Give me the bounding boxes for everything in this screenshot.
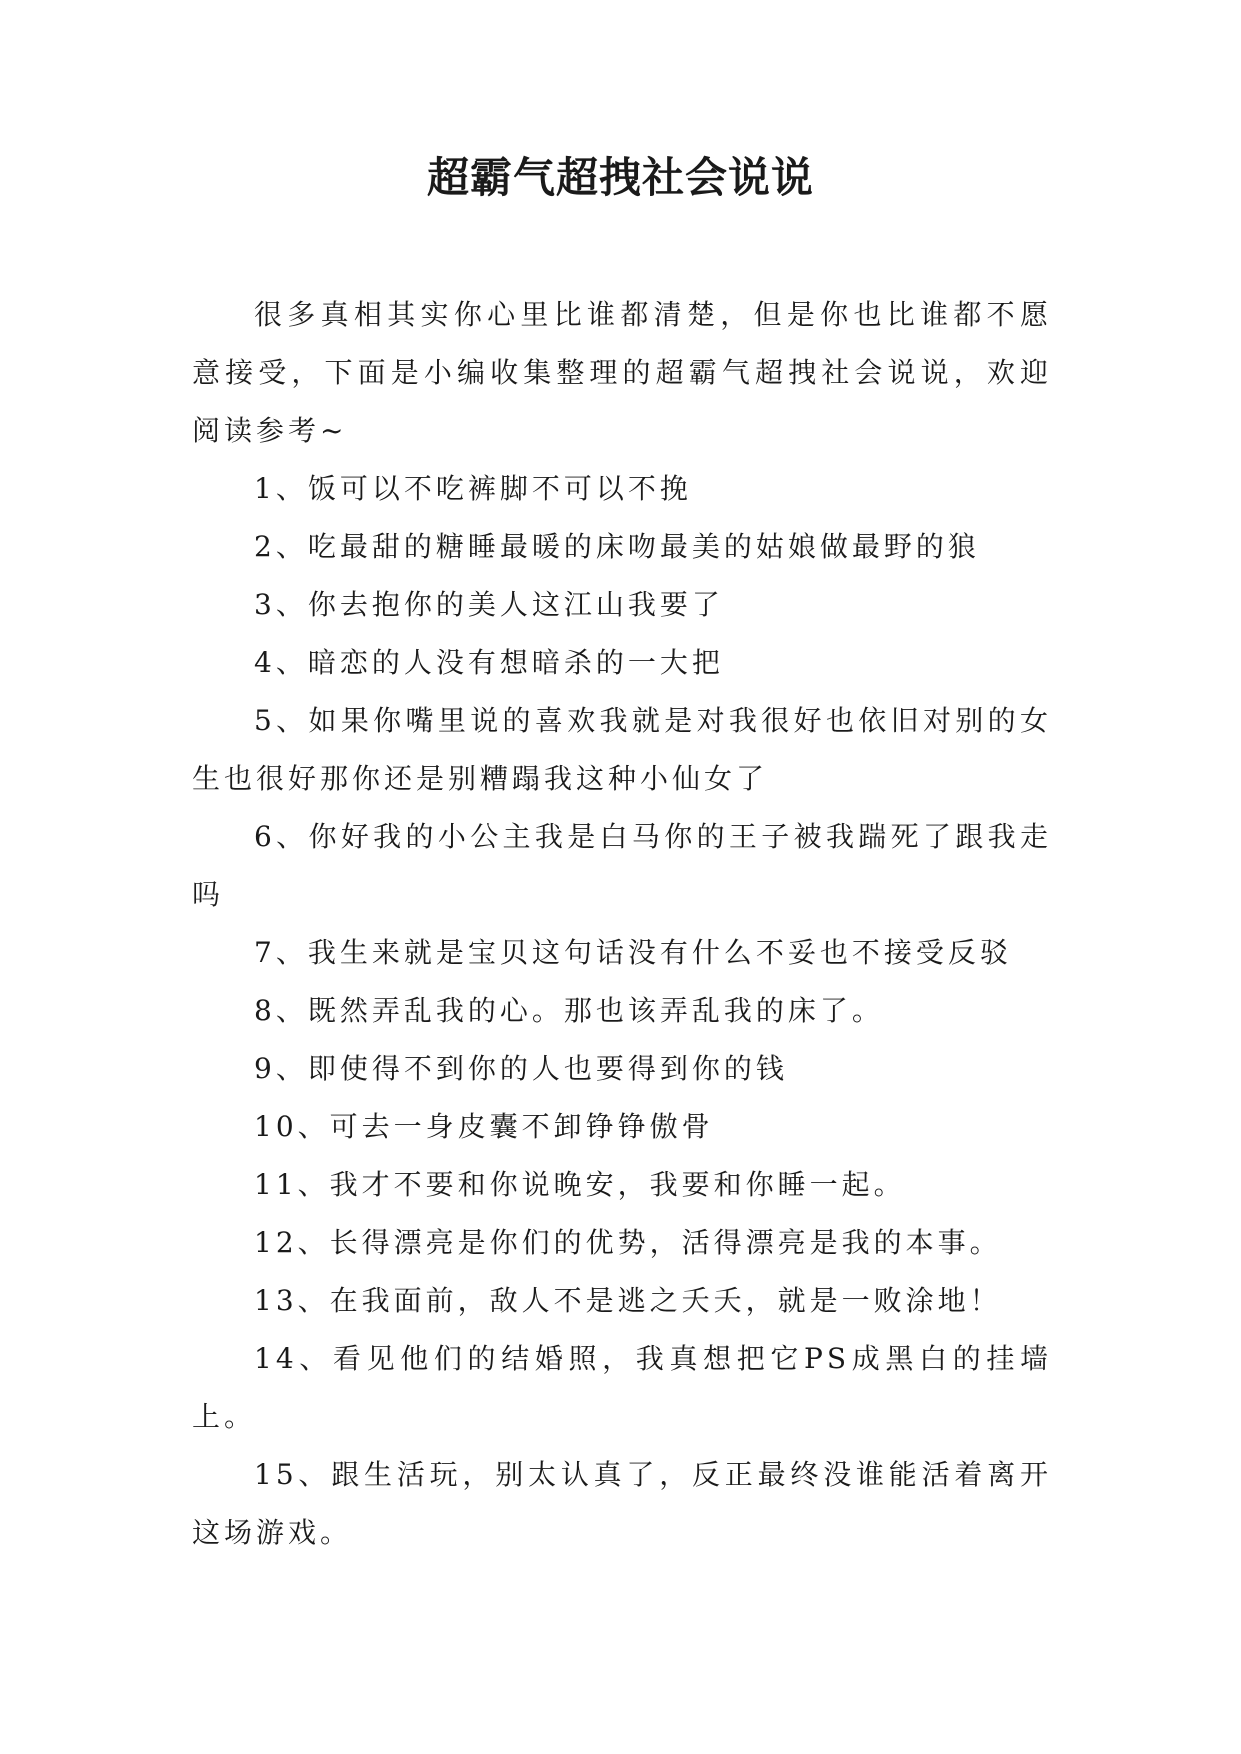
list-item: 11、我才不要和你说晚安，我要和你睡一起。 [254, 1168, 906, 1201]
list-item: 7、我生来就是宝贝这句话没有什么不妥也不接受反驳 [254, 936, 1012, 969]
document-title: 超霸气超拽社会说说 [426, 153, 814, 202]
list-item: 4、暗恋的人没有想暗杀的一大把 [254, 646, 724, 679]
list-item: 2、吃最甜的糖睡最暖的床吻最美的姑娘做最野的狼 [254, 530, 980, 563]
intro-paragraph: 很多真相其实你心里比谁都清楚，但是你也比谁都不愿意接受，下面是小编收集整理的超霸气超拽社会说说，欢迎阅读参考~ [192, 298, 1052, 447]
list-item: 12、长得漂亮是你们的优势，活得漂亮是我的本事。 [254, 1226, 1002, 1259]
list-item: 9、即使得不到你的人也要得到你的钱 [254, 1052, 788, 1085]
list-item: 8、既然弄乱我的心。那也该弄乱我的床了。 [254, 994, 884, 1027]
document-body [192, 286, 1052, 1562]
list-item: 15、跟生活玩，别太认真了，反正最终没谁能活着离开这场游戏。 [192, 1458, 1052, 1549]
list-item: 1、饭可以不吃裤脚不可以不挽 [254, 472, 692, 505]
list-item: 13、在我面前，敌人不是逃之夭夭，就是一败涂地！ [254, 1284, 1002, 1317]
list-item: 3、你去抱你的美人这江山我要了 [254, 588, 724, 621]
list-item: 6、你好我的小公主我是白马你的王子被我踹死了跟我走吗 [192, 820, 1052, 911]
list-item: 14、看见他们的结婚照，我真想把它PS成黑白的挂墙上。 [192, 1342, 1052, 1433]
list-item: 5、如果你嘴里说的喜欢我就是对我很好也依旧对别的女生也很好那你还是别糟蹋我这种小仙女了 [192, 704, 1052, 795]
list-item: 10、可去一身皮囊不卸铮铮傲骨 [254, 1110, 714, 1143]
